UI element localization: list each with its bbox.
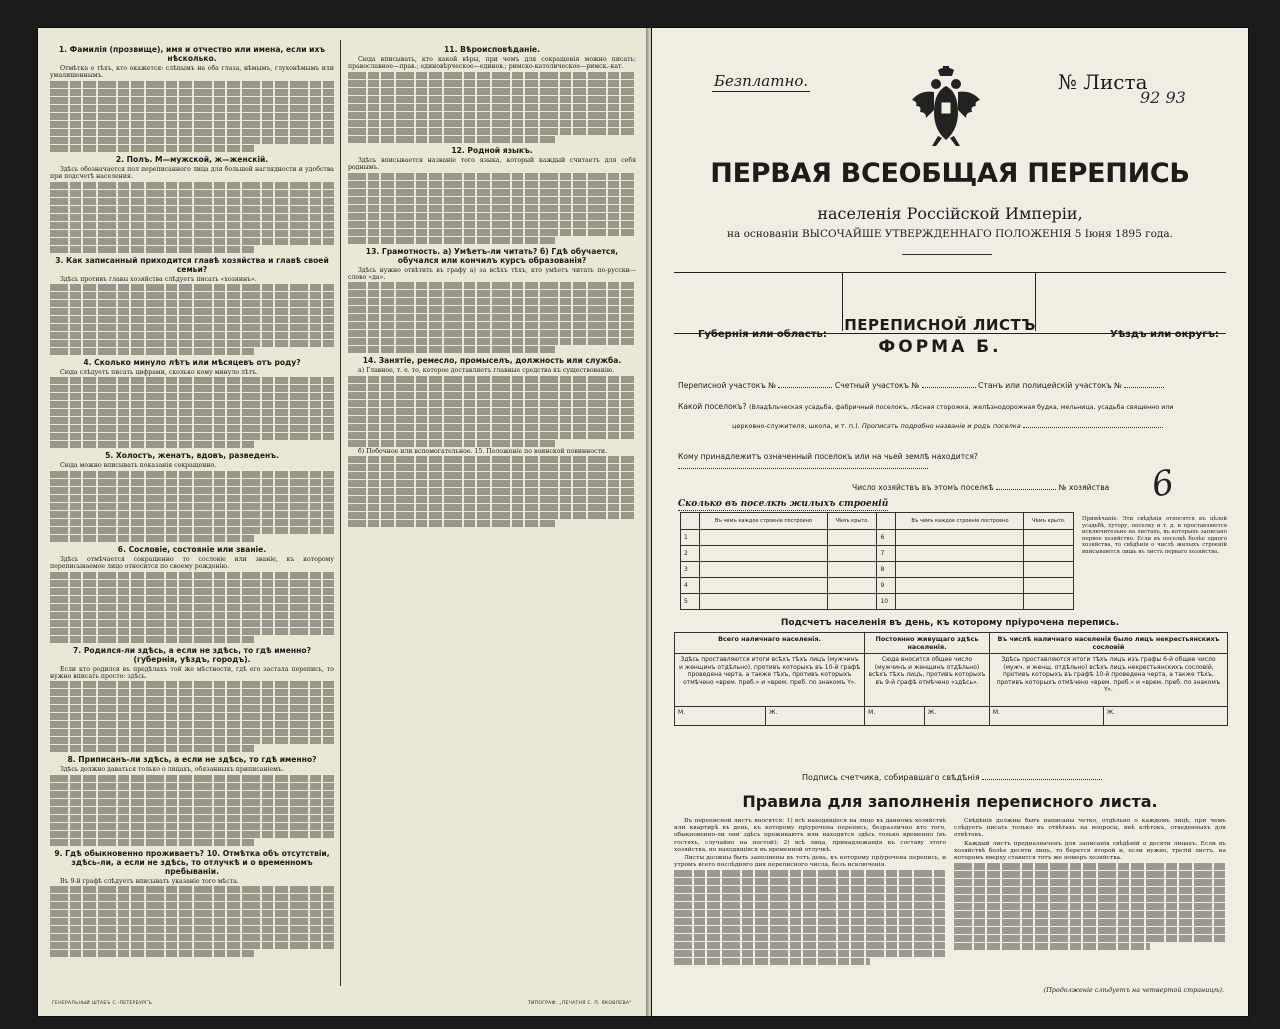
- present-male-cell[interactable]: М.: [675, 707, 766, 726]
- non-peasant-female-cell[interactable]: Ж.: [1103, 707, 1227, 726]
- instruction-text: Здѣсь вписывается названіе того языка, который каждый считаетъ для себя роднымъ.: [348, 156, 636, 172]
- rules-title: Правила для заполненія переписного листа.: [742, 792, 1158, 811]
- instruction-heading: 8. Приписанъ-ли здѣсь, а если не здѣсь, то гдѣ именно?: [67, 755, 317, 765]
- instruction-heading: 4. Сколько минуло лѣтъ или мѣсяцевъ отъ роду?: [83, 358, 301, 368]
- census-district-label: Переписной участокъ №: [678, 381, 777, 390]
- dwelling-material-header-2: Въ чемъ каждое строеніе построено: [896, 513, 1024, 530]
- counting-district-field[interactable]: [922, 380, 976, 388]
- instruction-text: Здѣсь нужно отвѣтить въ графу а) за всѣхъ тѣхъ, кто умѣетъ читать по-русски—слово «да».: [348, 266, 636, 282]
- rules-column-right: Свѣдѣнія должны быть написаны четко, отдѣльно о каждомъ лицѣ, при чемъ слѣдуетъ писать только въ отвѣтахъ на вопросы, внѣ клѣтокъ, отведенныхъ для отвѣтовъ. Каждый листъ предназначенъ для записанія свѣдѣній о десяти лицахъ. Если въ хозяйствѣ болѣе десяти лицъ, то берется второй и, если нужно, третій листъ, на которомъ вверху ставится тотъ же номеръ хозяйства.: [954, 818, 1226, 988]
- police-district-label: Станъ или полицейскій участокъ №: [978, 381, 1122, 390]
- instruction-text: б) Побочное или вспомогательное. 15. Положеніе по воинской повинности.: [358, 447, 607, 455]
- form-b-title: ФОРМА Б.: [878, 337, 1002, 357]
- instruction-heading: 7. Родился-ли здѣсь, а если не здѣсь, то гдѣ именно? (губернія, уѣздъ, городъ).: [73, 645, 311, 664]
- left-page: [38, 28, 648, 1016]
- instruction-heading: 13. Грамотность. а) Умѣетъ-ли читать? б) Гдѣ обучается, обучался или кончилъ курсъ образованія?: [365, 246, 619, 265]
- households-count-field[interactable]: [996, 482, 1056, 490]
- imperial-eagle-emblem-icon: [910, 62, 982, 148]
- instruction-heading: 9. Гдѣ обыкновенно проживаетъ? 10. Отмѣтка объ отсутствіи, здѣсь-ли, а если не здѣсь, то отлучкѣ и о временномъ пребываніи.: [54, 848, 330, 876]
- column-divider: [340, 40, 341, 986]
- non-peasant-population-description: Здѣсь проставляются итоги тѣхъ лицъ изъ графы 6-й общее число (мужч. и женщ. отдѣльно) всѣхъ лицъ некрестьянскихъ сословій, противъ которыхъ въ графѣ 10-й проведена черта, а также тѣхъ, противъ которыхъ отмѣчено «врем. преб.» и «врем. преб. по знакомъ Y».: [989, 654, 1227, 707]
- rules-continued-note: (Продолженіе слѣдуетъ на четвертой страницѣ).: [1043, 986, 1224, 994]
- instruction-heading: 6. Сословіе, состояніе или званіе.: [117, 544, 267, 554]
- dwelling-roof-header: Чѣмъ крыто.: [827, 513, 877, 530]
- census-subtitle: населенія Россійской Имперіи,: [817, 204, 1083, 223]
- table-row: 3 8: [681, 562, 1074, 578]
- non-peasant-male-cell[interactable]: М.: [989, 707, 1103, 726]
- present-population-description: Здѣсь проставляются итоги всѣхъ тѣхъ лицъ (мужчинъ и женщинъ отдѣльно), противъ которыхъ въ 10-й графѣ проведена черта, а также тѣхъ, противъ которыхъ отмѣчено «врем. преб.» и «врем. преб. по знакомъ Y».: [675, 654, 865, 707]
- owner-label: Кому принадлежитъ означенный поселокъ или на чьей землѣ находится?: [678, 452, 978, 461]
- dwelling-roof-header-2: Чѣмъ крыто.: [1024, 513, 1074, 530]
- resident-population-description: Сюда вносится общее число (мужчинъ и женщинъ отдѣльно) всѣхъ тѣхъ лицъ, противъ которыхъ въ 9-й графѣ отмѣчено «здѣсь».: [865, 654, 990, 707]
- printer-imprint-right: ТИПОГРАФ. „ПЕЧАТНЯ С. П. ЯКОВЛЕВА“: [528, 1001, 632, 1006]
- dwellings-caption: Сколько въ поселкѣ жилыхъ строеній: [678, 499, 889, 509]
- instruction-text: Въ 9-й графѣ слѣдуетъ вписывать указаніе того мѣста.: [60, 877, 239, 885]
- resident-female-cell[interactable]: Ж.: [924, 707, 989, 726]
- present-female-cell[interactable]: Ж.: [765, 707, 864, 726]
- title-rule: [902, 254, 992, 255]
- table-row: 2 7: [681, 546, 1074, 562]
- settlement-row: [678, 402, 1230, 412]
- dwellings-table: [680, 512, 1074, 610]
- resident-population-header: Постоянно живущаго здѣсь населенія.: [865, 633, 990, 654]
- district-numbers-row: [678, 380, 1230, 390]
- resident-male-cell[interactable]: М.: [865, 707, 925, 726]
- instruction-heading: 14. Занятіе, ремесло, промыселъ, должность или служба.: [362, 356, 622, 366]
- enumerator-signature-field[interactable]: [982, 772, 1102, 780]
- counting-district-label: Счетный участокъ №: [834, 381, 920, 390]
- settlement-hint-continued: церковно-служителя, школа, и т. п.).: [732, 422, 860, 430]
- instruction-heading: 11. Вѣроисповѣданіе.: [444, 45, 540, 54]
- instruction-heading: 3. Как записанный приходится главѣ хозяйства и главѣ своей семьи?: [55, 255, 329, 274]
- table-row: 5 10: [681, 594, 1074, 610]
- instructions-column-right: [348, 42, 636, 982]
- settlement-row-continued: [732, 420, 1232, 431]
- instruction-text: а) Главное, т. е. то, которое доставляетъ главные средства къ существованію.: [358, 367, 615, 375]
- instruction-heading: 1. Фамилія (прозвище), имя и отчество или имена, если ихъ нѣсколько.: [58, 45, 326, 63]
- instruction-text: Здѣсь противъ главы хозяйства слѣдуетъ писать «хозяинъ».: [60, 275, 257, 283]
- table-row: 4 9: [681, 578, 1074, 594]
- right-page: [652, 28, 1248, 1016]
- population-count-table: [674, 632, 1228, 726]
- uezd-label: Уѣздъ или округъ:: [1110, 329, 1219, 340]
- owner-row: [678, 452, 1230, 471]
- dwellings-note: Примѣчаніе. Эти свѣдѣнія относятся къ цѣлой усадьбѣ, хутору, поселку и т. д. и проставляются исключительно на листахъ, въ которыхъ записано первое хозяйство. Если въ поселкѣ болѣе одного хозяйства, то свѣдѣнія о числѣ жилыхъ строеній вписываются лишь въ листъ перваго хозяйства.: [1082, 516, 1227, 555]
- province-label: Губернія или область:: [698, 329, 827, 340]
- settlement-hint: (Владѣльческая усадьба, фабричный поселокъ, лѣсная сторожка, желѣзнодорожная будка, мельница, усадьба священно или: [749, 404, 1174, 411]
- settlement-name-hint: Прописать подробно названіе и родъ поселка: [861, 422, 1021, 430]
- table-row: 1 6: [681, 530, 1074, 546]
- sheet-number-handwritten: 92 93: [1140, 88, 1186, 107]
- sheet-number-label: № Листа: [1058, 70, 1148, 94]
- instruction-heading: 2. Полъ. М—мужской, ж—женскій.: [115, 154, 269, 164]
- dwelling-material-header: Въ чемъ каждое строеніе построено: [700, 513, 828, 530]
- census-sheet-title: ПЕРЕПИСНОЙ ЛИСТЪ: [844, 316, 1036, 334]
- owner-field[interactable]: [678, 461, 928, 469]
- enumerator-signature-label: Подпись счетчика, собиравшаго свѣдѣнія: [802, 773, 980, 782]
- free-label: Безплатно.: [714, 72, 809, 90]
- census-district-field[interactable]: [778, 380, 832, 388]
- instruction-heading: 12. Родной языкъ.: [451, 145, 533, 155]
- instruction-text: Сюда вписывать, кто какой вѣры, при чемъ для сокращенія можно писать: православное—прав.; единовѣрческое—единов.; римско-католическое—римск.-кат.: [348, 56, 636, 71]
- rules-column-left: Въ переписной листъ вносятся: 1) всѣ находящіеся на лицо въ данномъ хозяйствѣ или квартирѣ въ день, къ которому пріурочена перепись, безразлично кто того, обыкновенно-ли они здѣсь проживаютъ или находятся здѣсь только временно (въ гостяхъ, случайно на постой); 2) всѣ лица, принадлежащія къ составу этого хозяйства, но находящіяся въ временной отлучкѣ. Листы должны быть заполнены въ тотъ день, къ которому пріурочена перепись, и утромъ всего послѣдняго дня переписного числа, безъ исключенія.: [674, 818, 946, 988]
- non-peasant-population-header: Въ числѣ наличнаго населенія было лицъ некрестьянскихъ сословій: [989, 633, 1227, 654]
- instruction-heading: 5. Холостъ, женатъ, вдовъ, разведенъ.: [105, 451, 279, 461]
- instruction-text: Здѣсь должно даваться только о лицахъ, обязанныхъ приписаніемъ.: [60, 766, 284, 774]
- printer-imprint-left: ГЕНЕРАЛЬНЫЙ ШТАБЪ С.-ПЕТЕРБУРГЪ: [52, 1001, 153, 1006]
- settlement-name-field[interactable]: [1023, 420, 1163, 428]
- census-title: ПЕРВАЯ ВСЕОБЩАЯ ПЕРЕПИСЬ: [710, 158, 1190, 189]
- instruction-text: Отмѣтка о тѣхъ, кто окажется: слѣпымъ на оба глаза, нѣмымъ, глухонѣмымъ или умалишеннымъ.: [50, 65, 334, 80]
- instructions-column-left: [50, 42, 334, 982]
- instruction-text: Здѣсь обозначается пол переписанного лица для большей наглядности и удобства при подсчетѣ населения.: [50, 165, 334, 181]
- instruction-text: Если кто родился въ предѣлахъ той же мѣстности, гдѣ его застала перепись, то нужно вписать просто: здѣсь.: [50, 665, 334, 681]
- settlement-label: Какой поселокъ?: [678, 402, 747, 411]
- legal-basis: на основаніи ВЫСОЧАЙШЕ УТВЕРЖДЕННАГО ПОЛОЖЕНІЯ 5 Іюня 1895 года.: [726, 228, 1173, 240]
- instruction-text: Здѣсь отмѣчается сокращенно то сословіе или званіе, къ которому переписываемое лицо относится по своему рожденію.: [50, 555, 334, 571]
- instruction-text: Сюда можно вписывать показанія сокращенно.: [60, 462, 217, 470]
- household-number-label: № хозяйства: [1058, 483, 1110, 492]
- population-count-title: Подсчетъ населенія въ день, къ которому пріурочена перепись.: [780, 618, 1120, 628]
- household-number-handwritten: 6: [1148, 462, 1177, 506]
- households-count-label: Число хозяйствъ въ этомъ поселкѣ: [852, 483, 994, 492]
- instruction-text: Сюда слѣдуетъ писать цифрами, сколько кому минуло лѣтъ.: [60, 369, 259, 377]
- enumerator-signature-row: [802, 772, 1102, 782]
- police-district-field[interactable]: [1124, 380, 1164, 388]
- present-population-header: Всего наличнаго населенія.: [675, 633, 865, 654]
